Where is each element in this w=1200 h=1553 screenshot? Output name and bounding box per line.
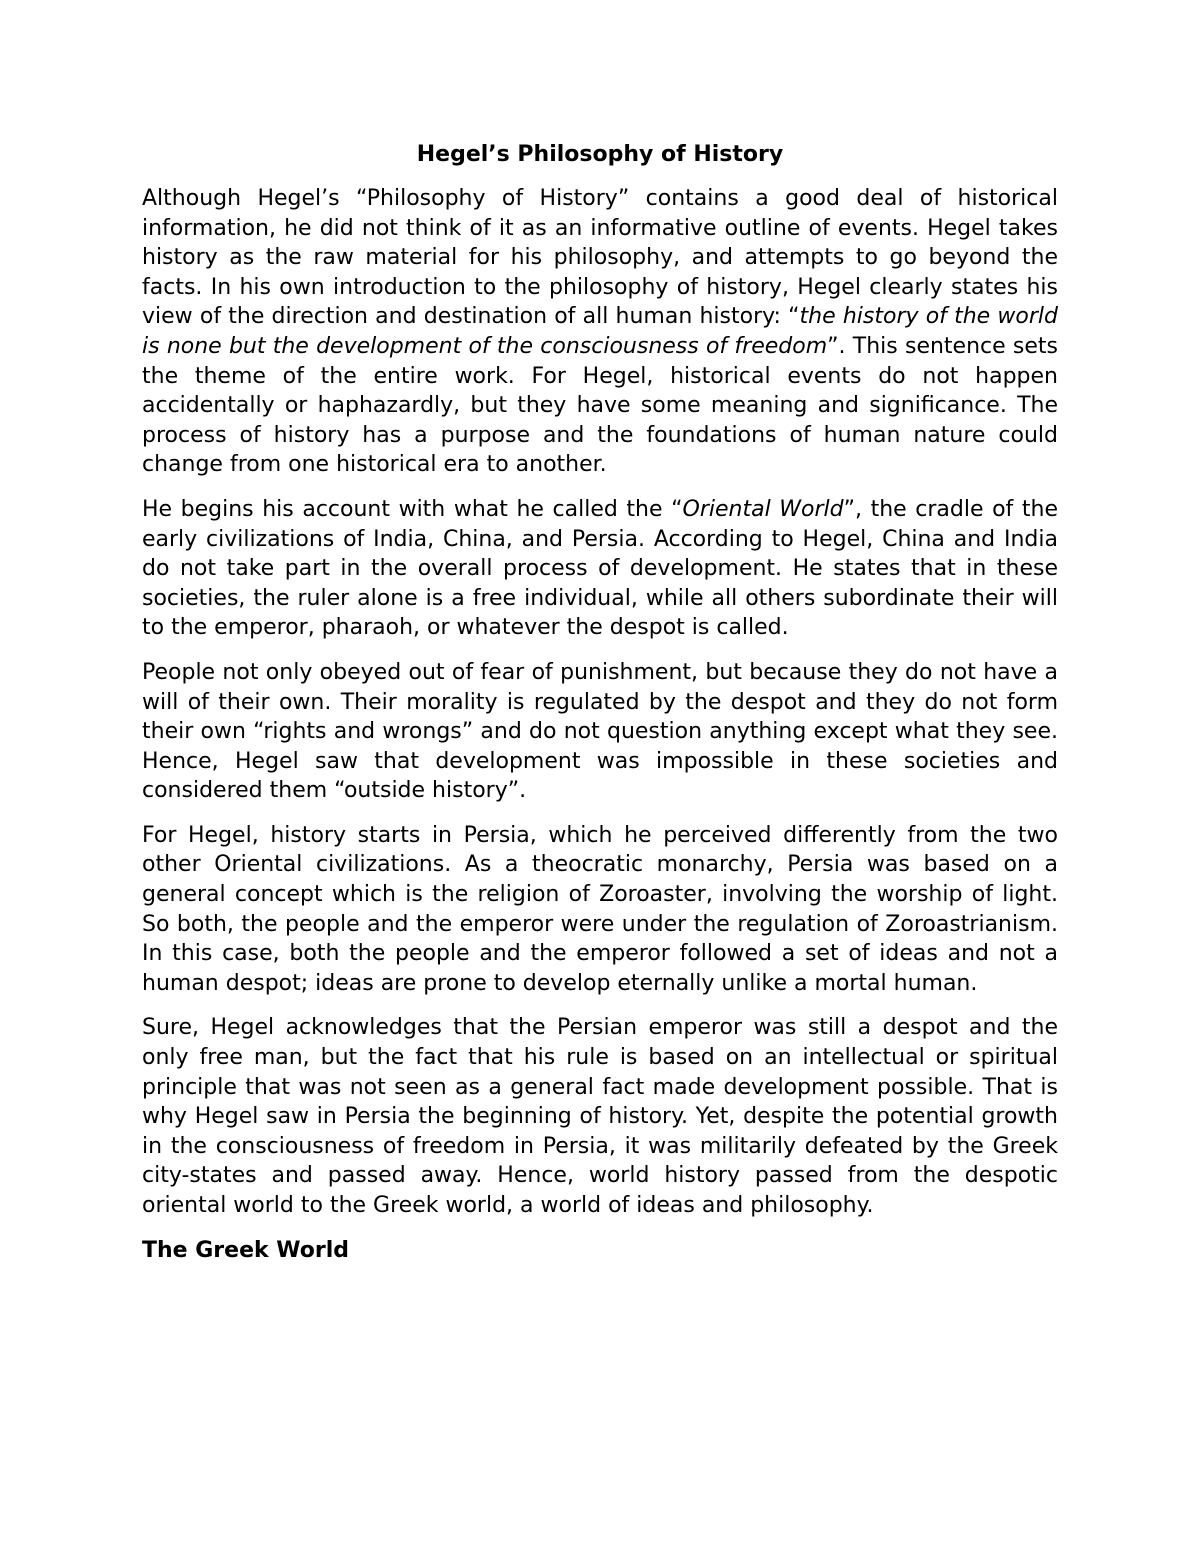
paragraph-oriental-text-2: ”, the cradle of the early civilizations of India, China, and Persia. According to Hegel, China and India do not take part in the overall process of development. He states that in these societies, the ruler alone is a free individual, while all others subordinate their will to the emperor, pharaoh, or whatever the despot is called. bbox=[142, 496, 1058, 641]
paragraph-intro-text-1: Although Hegel’s “Philosophy of History” contains a good deal of historical information, he did not think of it as an informative outline of events. Hegel takes history as the raw material for his philosophy, and attempts to go beyond the facts. In his own introduction to the philosophy of history, Hegel clearly states his view of the direction and destination of all human history: “ bbox=[142, 186, 1058, 330]
paragraph-intro-text-2: ”. This sentence sets the theme of the entire work. For Hegel, historical events do not happen accidentally or haphazardly, but they have some meaning and significance. The process of history has a purpose and the foundations of human nature could change from one historical era to another. bbox=[142, 333, 1058, 478]
section-heading-greek-world: The Greek World bbox=[142, 1237, 350, 1263]
paragraph-oriental-text-1: He begins his account with what he called the “ bbox=[142, 496, 683, 522]
paragraph-intro bbox=[142, 184, 1058, 480]
paragraph-oriental-world bbox=[142, 495, 1058, 643]
document-title: Hegel’s Philosophy of History bbox=[416, 142, 784, 167]
paragraph-obedience: People not only obeyed out of fear of punishment, but because they do not have a will of their own. Their morality is regulated by the despot and they do not form their own “rights and wrongs” and do not question anything except what they see. Hence, Hegel saw that development was impossible in these societies and considered them “outside history”. bbox=[142, 659, 1058, 804]
paragraph-persia: For Hegel, history starts in Persia, which he perceived differently from the two other Oriental civilizations. As a theocratic monarchy, Persia was based on a general concept which is the religion of Zoroaster, involving the worship of light. So both, the people and the emperor were under the regulation of Zoroastrianism. In this case, both the people and the emperor followed a set of ideas and not a human despot; ideas are prone to develop eternally unlike a mortal human. bbox=[142, 822, 1058, 996]
hegel-quote: the history of the world is none but the development of the consciousness of freedom bbox=[142, 304, 1058, 359]
document-page bbox=[142, 140, 1058, 1266]
paragraph-persian-emperor: Sure, Hegel acknowledges that the Persian emperor was still a despot and the only free man, but the fact that his rule is based on an intellectual or spiritual principle that was not seen as a general fact made development possible. That is why Hegel saw in Persia the beginning of history. Yet, despite the potential growth in the consciousness of freedom in Persia, it was militarily defeated by the Greek city-states and passed away. Hence, world history passed from the despotic oriental world to the Greek world, a world of ideas and philosophy. bbox=[142, 1015, 1058, 1218]
oriental-world-term: Oriental World bbox=[682, 496, 844, 522]
